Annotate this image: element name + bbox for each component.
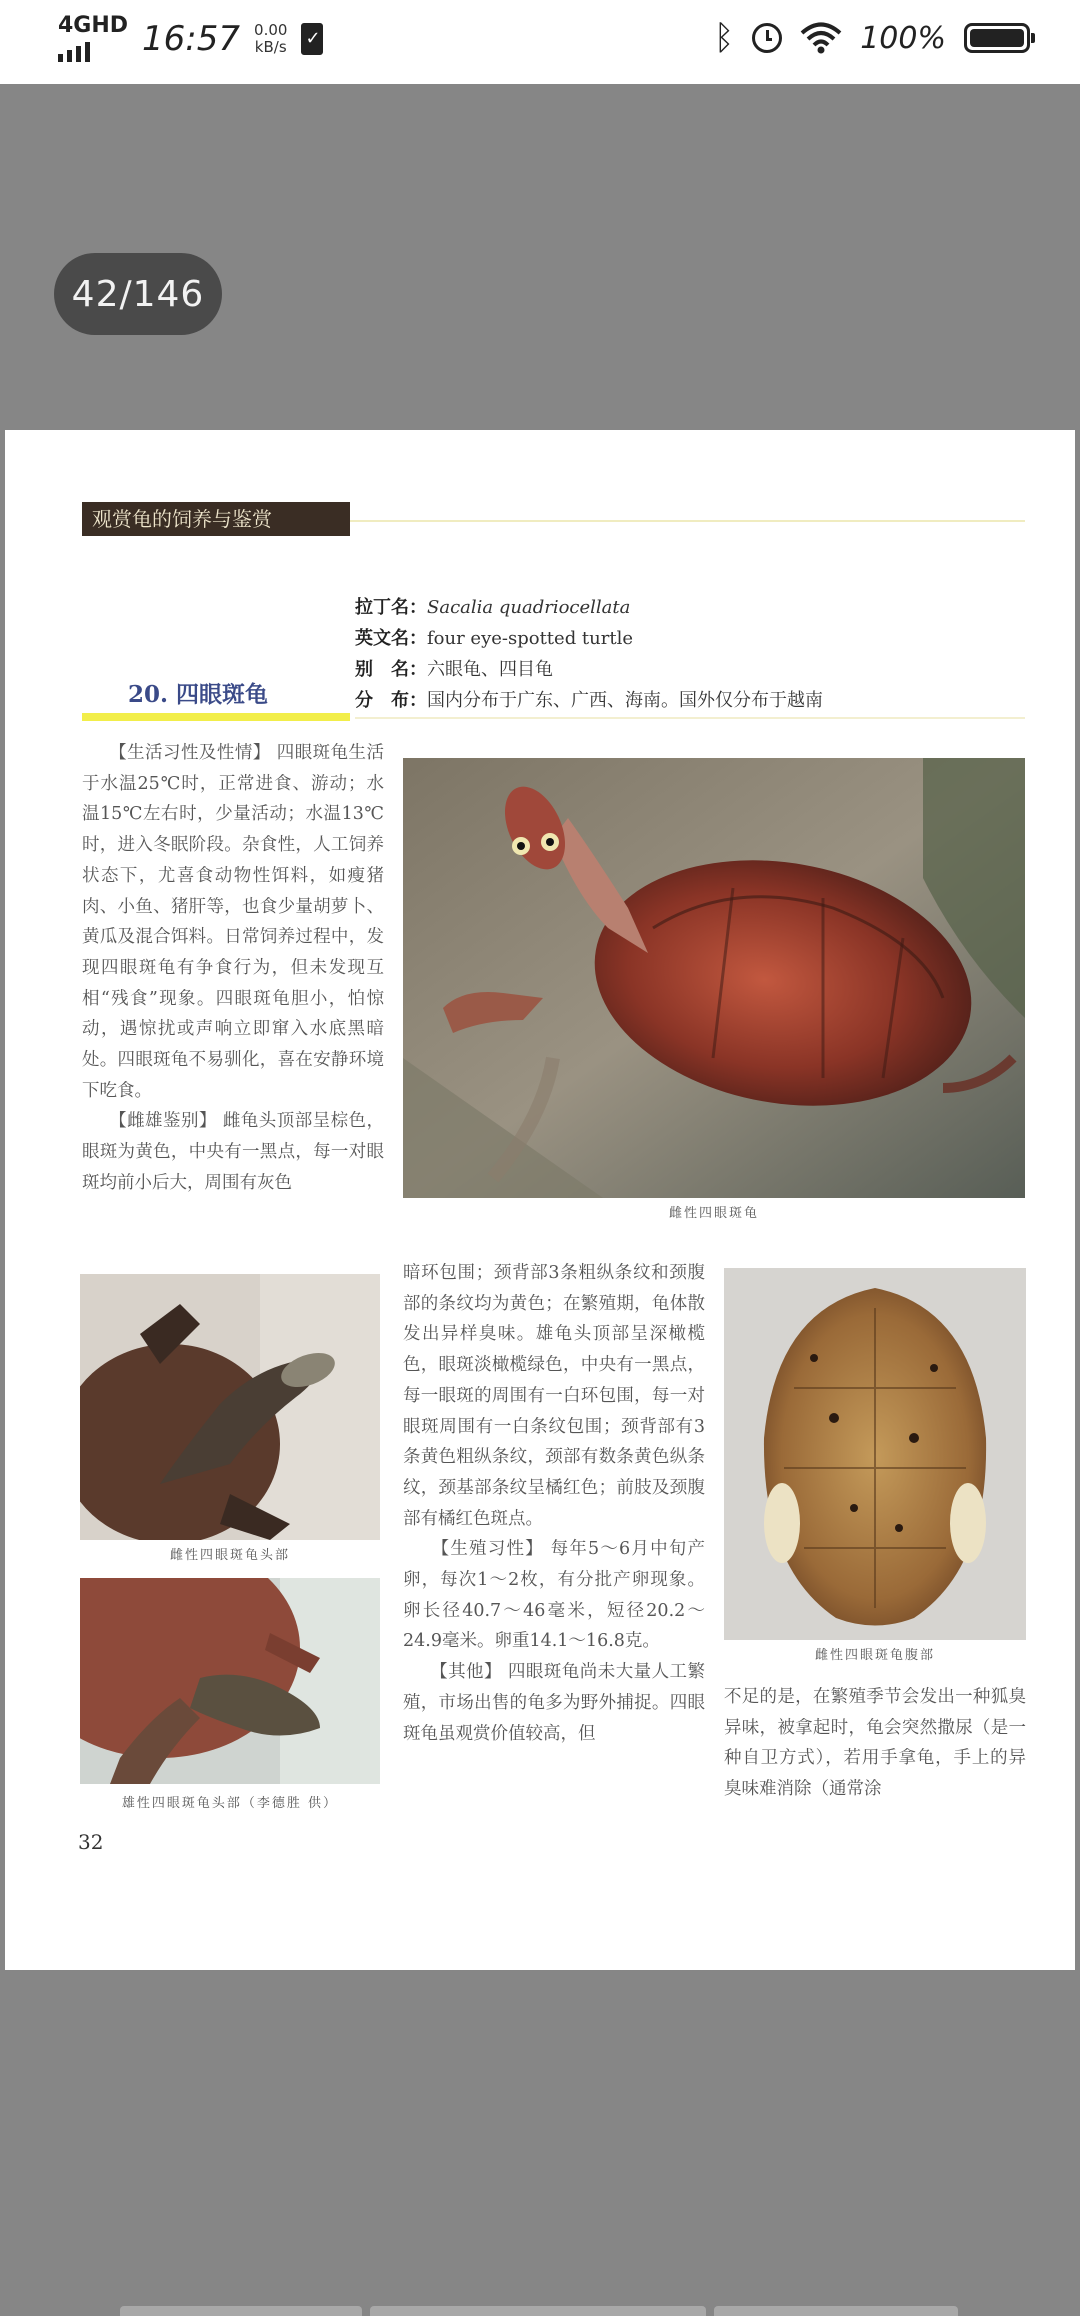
signal-icon bbox=[58, 13, 129, 62]
female-belly-photo bbox=[724, 1268, 1026, 1640]
battery-icon bbox=[964, 23, 1030, 53]
battery-percent: 100% bbox=[860, 20, 946, 56]
bluetooth-icon: ᛒ bbox=[713, 18, 735, 58]
column-1-text: 【生活习性及性情】 四眼斑龟生活于水温25℃时，正常进食、游动；水温15℃左右时，少量活动；水温13℃时，进入冬眠阶段。杂食性，人工饲养状态下，尤喜食动物性饵料，如瘦猪肉、小鱼、猪肝等，也食少量胡萝卜、黄瓜及混合饵料。日常饲养过程中，发现四眼斑龟有争食行为，但未发现互相“残食”现象。四眼斑龟胆小，怕惊动，遇惊扰或声响立即窜入水底黑暗处。四眼斑龟不易驯化，喜在安静环境下吃食。 【雌雄鉴别】 雌龟头顶部呈棕色，眼斑为黄色，中央有一黑点，每一对眼斑均前小后大，周围有灰色 bbox=[82, 743, 384, 1193]
book-page[interactable] bbox=[5, 430, 1075, 1970]
page-indicator[interactable]: 42/146 bbox=[54, 253, 222, 335]
toolbar-edge[interactable] bbox=[370, 2306, 706, 2316]
network-speed: 0.00 kB/s bbox=[254, 21, 288, 56]
caption-female-head: 雌性四眼斑龟头部 bbox=[169, 1548, 290, 1563]
info-rule bbox=[355, 717, 1025, 719]
caption-female-turtle: 雌性四眼斑龟 bbox=[668, 1206, 759, 1221]
running-header: 观赏龟的饲养与鉴赏 bbox=[82, 502, 350, 536]
clipboard-check-icon bbox=[301, 23, 323, 55]
wifi-icon bbox=[800, 22, 842, 54]
male-head-photo bbox=[80, 1578, 380, 1784]
female-head-photo bbox=[80, 1274, 380, 1540]
alarm-icon bbox=[752, 23, 782, 53]
toolbar-edge[interactable] bbox=[714, 2306, 958, 2316]
toolbar-edge[interactable] bbox=[120, 2306, 362, 2316]
status-bar bbox=[0, 0, 1080, 84]
species-info: 拉丁名：Sacalia quadriocellata 英文名：four eye-spotted turtle 别 名：六眼龟、四目龟 分 布：国内分布于广东、广西、海南。国外仅分布于越南 bbox=[355, 597, 823, 711]
column-2-text: 暗环包围；颈背部3条粗纵条纹和颈腹部的条纹均为黄色；在繁殖期，龟体散发出异样臭味。雄龟头顶部呈深橄榄色，眼斑淡橄榄绿色，中央有一黑点，每一眼斑的周围有一白环包围，每一对眼斑周围有一白条纹包围；颈背部有3条黄色粗纵条纹，颈部有数条黄色纵条纹，颈基部条纹呈橘红色；前肢及颈腹部有橘红色斑点。 【生殖习性】 每年5～6月中旬产卵，每次1～2枚，有分批产卵现象。卵长径40.7～46毫米，短径20.2～24.9毫米。卵重14.1～16.8克。 【其他】 四眼斑龟尚未大量人工繁殖，市场出售的龟多为野外捕捉。四眼斑龟虽观赏价值较高，但 bbox=[403, 1263, 705, 1744]
section-title-bar bbox=[82, 713, 350, 721]
column-3-text: 不足的是，在繁殖季节会发出一种狐臭异味，被拿起时，龟会突然撒尿（是一种自卫方式），若用手拿龟，手上的异臭味难消除（通常涂 bbox=[724, 1687, 1026, 1800]
caption-male-head: 雄性四眼斑龟头部（李德胜 供） bbox=[121, 1796, 339, 1811]
header-rule bbox=[350, 520, 1025, 522]
network-type: 4GHD bbox=[58, 13, 129, 38]
clock: 16:57 bbox=[142, 19, 241, 59]
section-title: 20. 四眼斑龟 bbox=[128, 681, 269, 708]
female-turtle-photo bbox=[403, 758, 1025, 1198]
caption-female-belly: 雌性四眼斑龟腹部 bbox=[814, 1648, 935, 1663]
page-number: 32 bbox=[78, 1830, 104, 1854]
